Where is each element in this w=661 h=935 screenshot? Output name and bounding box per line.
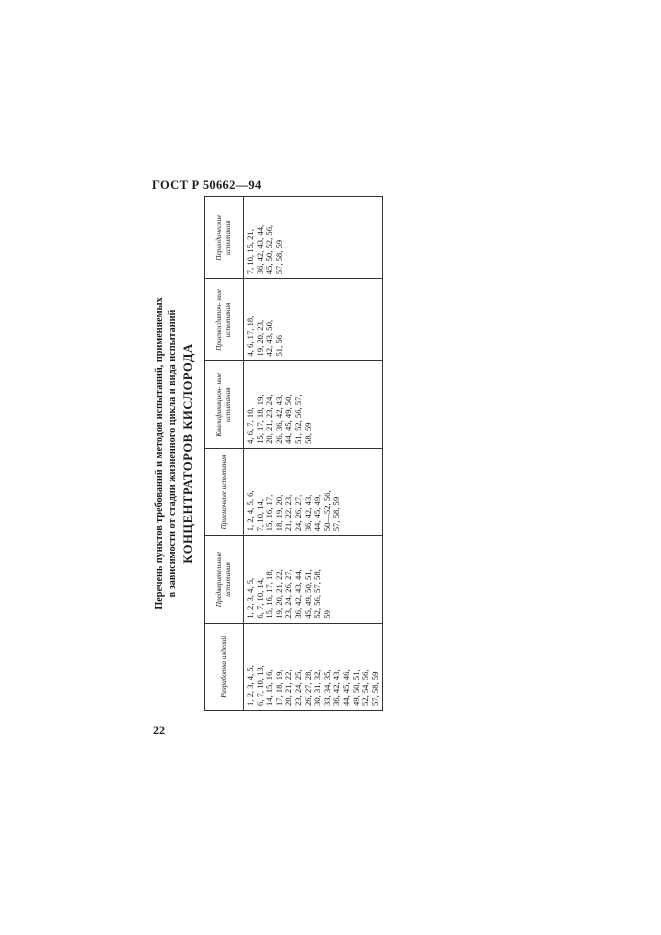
test-items-table bbox=[204, 196, 383, 711]
table-row bbox=[244, 197, 383, 711]
cell-text: 7, 10, 15, 21, 36, 42, 43, 44, 45, 50, 52, 56, 57, 58, 59 bbox=[245, 224, 284, 275]
document-header: ГОСТ Р 50662—94 bbox=[152, 178, 262, 192]
column-header-periodic-tests: Периодические испытания bbox=[205, 197, 244, 279]
table-cell-development bbox=[244, 623, 383, 710]
cell-text: 1, 2, 3, 4, 5, 6, 7, 10, 14, 15, 16, 17, 18, 19, 20, 21, 22, 23, 24, 26, 27, 36, 42, 43, 44, 45, 49, 50, 51, 52, 56, 57, 58, 59 bbox=[245, 569, 332, 619]
cell-text: 1, 2, 4, 5, 6, 7, 10, 14, 15, 16, 17, 18, 19, 20, 21, 22, 23, 24, 26, 27, 36, 42, 43, 44, 45, 49, 50—52, 56, 57, 58, 59 bbox=[245, 490, 342, 532]
cell-text: 1, 2, 3, 4, 5, 6, 7, 10, 13, 14, 15, 16, 17, 18, 19, 20, 21, 22, 23, 24, 25, 26, 27, 28, 30, 31, 32, 33, 34, 35, 36, 42, 43, 44, 45, 46, 49, 50, 51, 52, 54, 56, 57, 58, 59 bbox=[245, 665, 380, 706]
page-number: 22 bbox=[153, 723, 165, 737]
column-header-development: Разработка изделий bbox=[205, 623, 244, 710]
column-header-delivery-tests: Приемосдаточ- ные испытания bbox=[205, 279, 244, 361]
cell-text: 4, 6, 7, 10, 15, 17, 18, 19, 20, 21, 23, 24, 26, 36, 42, 43, 44, 45, 49, 50, 51, 52, 56, 57, 58, 59 bbox=[245, 394, 313, 444]
table-cell-periodic-tests bbox=[244, 197, 383, 279]
table-cell-acceptance-tests bbox=[244, 448, 383, 535]
table-header-row bbox=[205, 197, 244, 711]
column-header-preliminary-tests: Предварительные испытания bbox=[205, 536, 244, 623]
table-cell-preliminary-tests bbox=[244, 536, 383, 623]
table-cell-qualification-tests bbox=[244, 361, 383, 448]
cell-text: 4, 6, 17, 18, 19, 20, 23, 42, 43, 50, 51, 56 bbox=[245, 315, 284, 357]
rotated-table-block bbox=[154, 196, 380, 711]
column-header-qualification-tests: Квалификацион- ные испытания bbox=[205, 361, 244, 448]
column-header-acceptance-tests: Приемочные испытания bbox=[205, 448, 244, 535]
title-line-2: в зависимости от стадии жизненного цикла и вида испытаний bbox=[166, 309, 178, 598]
table-cell-delivery-tests bbox=[244, 279, 383, 361]
title-line-3: КОНЦЕНТРАТОРОВ КИСЛОРОДА bbox=[181, 343, 195, 564]
table-title bbox=[154, 196, 195, 711]
title-line-1: Перечень пунктов требований и методов испытаний, применяемых bbox=[154, 297, 165, 610]
